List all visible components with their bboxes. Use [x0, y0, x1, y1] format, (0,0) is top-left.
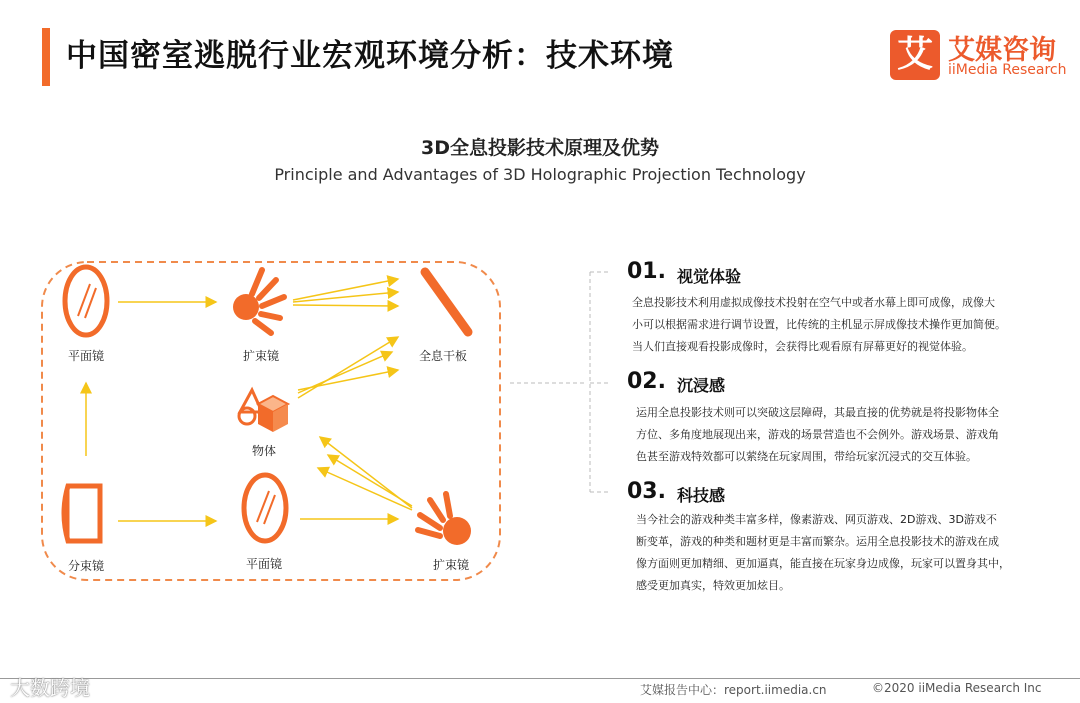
beam-expander-top-icon	[233, 270, 284, 333]
label-mirror-top: 平面镜	[67, 349, 104, 363]
label-expander-bottom: 扩束镜	[432, 558, 469, 572]
label-splitter: 分束镜	[67, 559, 104, 573]
label-expander-top: 扩束镜	[242, 349, 279, 363]
holographic-plate-icon	[425, 272, 468, 332]
page-title: 中国密室逃脱行业宏观环境分析：技术环境	[66, 38, 674, 74]
advantage-1-body: 全息投影技术利用虚拟成像技术投射在空气中或者水幕上即可成像，成像大 小可以根据需求进行调节设置，比传统的主机显示屏成像技术操作更加简便。 当人们直接观看投影成像时，会获得比观看原有屏幕更好的视觉体验。	[632, 296, 1006, 353]
logo-text-en: iiMedia Research	[948, 62, 1067, 78]
footer-copyright: ©2020 iiMedia Research Inc	[872, 681, 1042, 695]
section-title-en: Principle and Advantages of 3D Holographic Projection Technology	[274, 165, 806, 184]
advantages-connector	[510, 272, 608, 492]
footer-watermark: 大数跨境	[10, 676, 90, 700]
label-object: 物体	[251, 444, 276, 458]
footer-divider	[0, 678, 1080, 679]
footer-report-center: 艾媒报告中心：report.iimedia.cn	[640, 683, 827, 697]
section-title-cn: 3D全息投影技术原理及优势	[421, 137, 659, 159]
advantage-3-title: 科技感	[677, 486, 726, 505]
mirror-top-icon	[65, 267, 107, 335]
label-holo-plate: 全息干板	[418, 349, 467, 363]
label-mirror-bottom: 平面镜	[245, 557, 282, 571]
advantage-1-title: 视觉体验	[677, 267, 742, 286]
advantage-2-body: 运用全息投影技术则可以突破这层障碍，其最直接的优势就是将投影物体全 方位、多角度地展现出来，游戏的场景营造也不会例外。游戏场景、游戏角 色甚至游戏特效都可以萦绕在玩家周围，带给玩家沉浸式的交互体验。	[636, 406, 999, 463]
beam-splitter-icon	[64, 486, 100, 541]
advantage-1-number: 01.	[627, 259, 666, 284]
beam-expander-bottom-icon	[418, 494, 471, 545]
logo-icon: 艾	[896, 34, 933, 75]
advantage-3-body: 当今社会的游戏种类丰富多样，像素游戏、网页游戏、2D游戏、3D游戏不 断变革，游戏的种类和题材更是丰富而繁杂。运用全息投影技术的游戏在成 像方面则更加精细、更加逼真，能直接在玩家身边成像，玩家可以置身其中， 感受更加真实，特效更加炫目。	[636, 513, 1010, 592]
advantage-2-number: 02.	[627, 369, 666, 394]
advantage-3-number: 03.	[627, 479, 666, 504]
mirror-bottom-icon	[244, 475, 286, 541]
advantage-2-title: 沉浸感	[677, 376, 726, 395]
object-cube-icon	[239, 390, 288, 432]
logo-text-cn: 艾媒咨询	[948, 35, 1056, 66]
